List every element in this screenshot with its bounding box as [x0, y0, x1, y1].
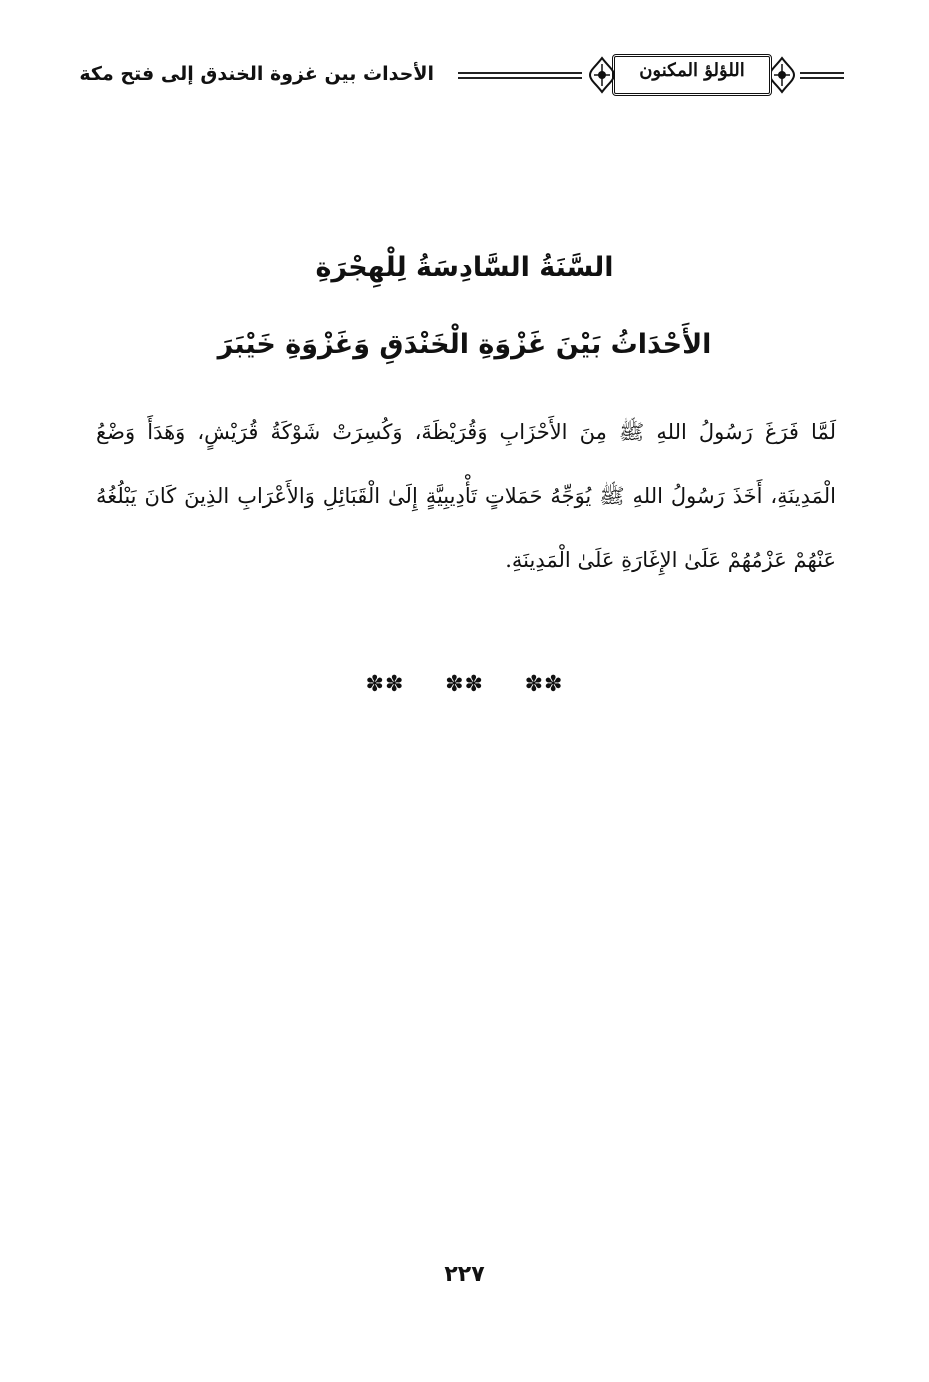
body-paragraph: لَمَّا فَرَغَ رَسُولُ اللهِ ﷺ مِنَ الأَحْزَابِ وَقُرَيْظَةَ، وَكُسِرَتْ شَوْكَةُ قُرَيْشٍ، وَهَدَأَ وَضْعُ الْمَدِينَةِ، أَخَذَ رَسُولُ اللهِ ﷺ يُوَجِّهُ حَمَلاتٍ تَأْدِيبِيَّةٍ إِلَىٰ الْقَبَائِلِ وَالأَعْرَابِ الذِينَ كَانَ يَبْلُغُهُ عَنْهُمْ عَزْمُهُمْ عَلَىٰ الإِغَارَةِ عَلَىٰ الْمَدِينَةِ. [96, 420, 836, 572]
header-double-rule-left [458, 72, 582, 74]
section-heading: الأَحْدَاثُ بَيْنَ غَزْوَةِ الْخَنْدَقِ وَغَزْوَةِ خَيْبَرَ [217, 329, 712, 360]
page-number: ٢٢٧ [444, 1262, 485, 1287]
section-separator [0, 672, 929, 697]
separator-asterisks: ✽✽ [445, 672, 484, 697]
separator-asterisks: ✽✽ [524, 672, 564, 697]
chapter-heading: السَّنَةُ السَّادِسَةُ لِلْهِجْرَةِ [315, 252, 614, 283]
separator-asterisks: ✽✽ [365, 672, 405, 697]
running-section-title: الأحداث بين غزوة الخندق إلى فتح مكة [79, 63, 434, 85]
book-title: اللؤلؤ المكنون [639, 60, 745, 81]
header-double-rule-right [800, 72, 844, 74]
running-header [79, 44, 844, 108]
book-title-badge [588, 50, 796, 100]
floral-ornament-icon [588, 56, 616, 94]
